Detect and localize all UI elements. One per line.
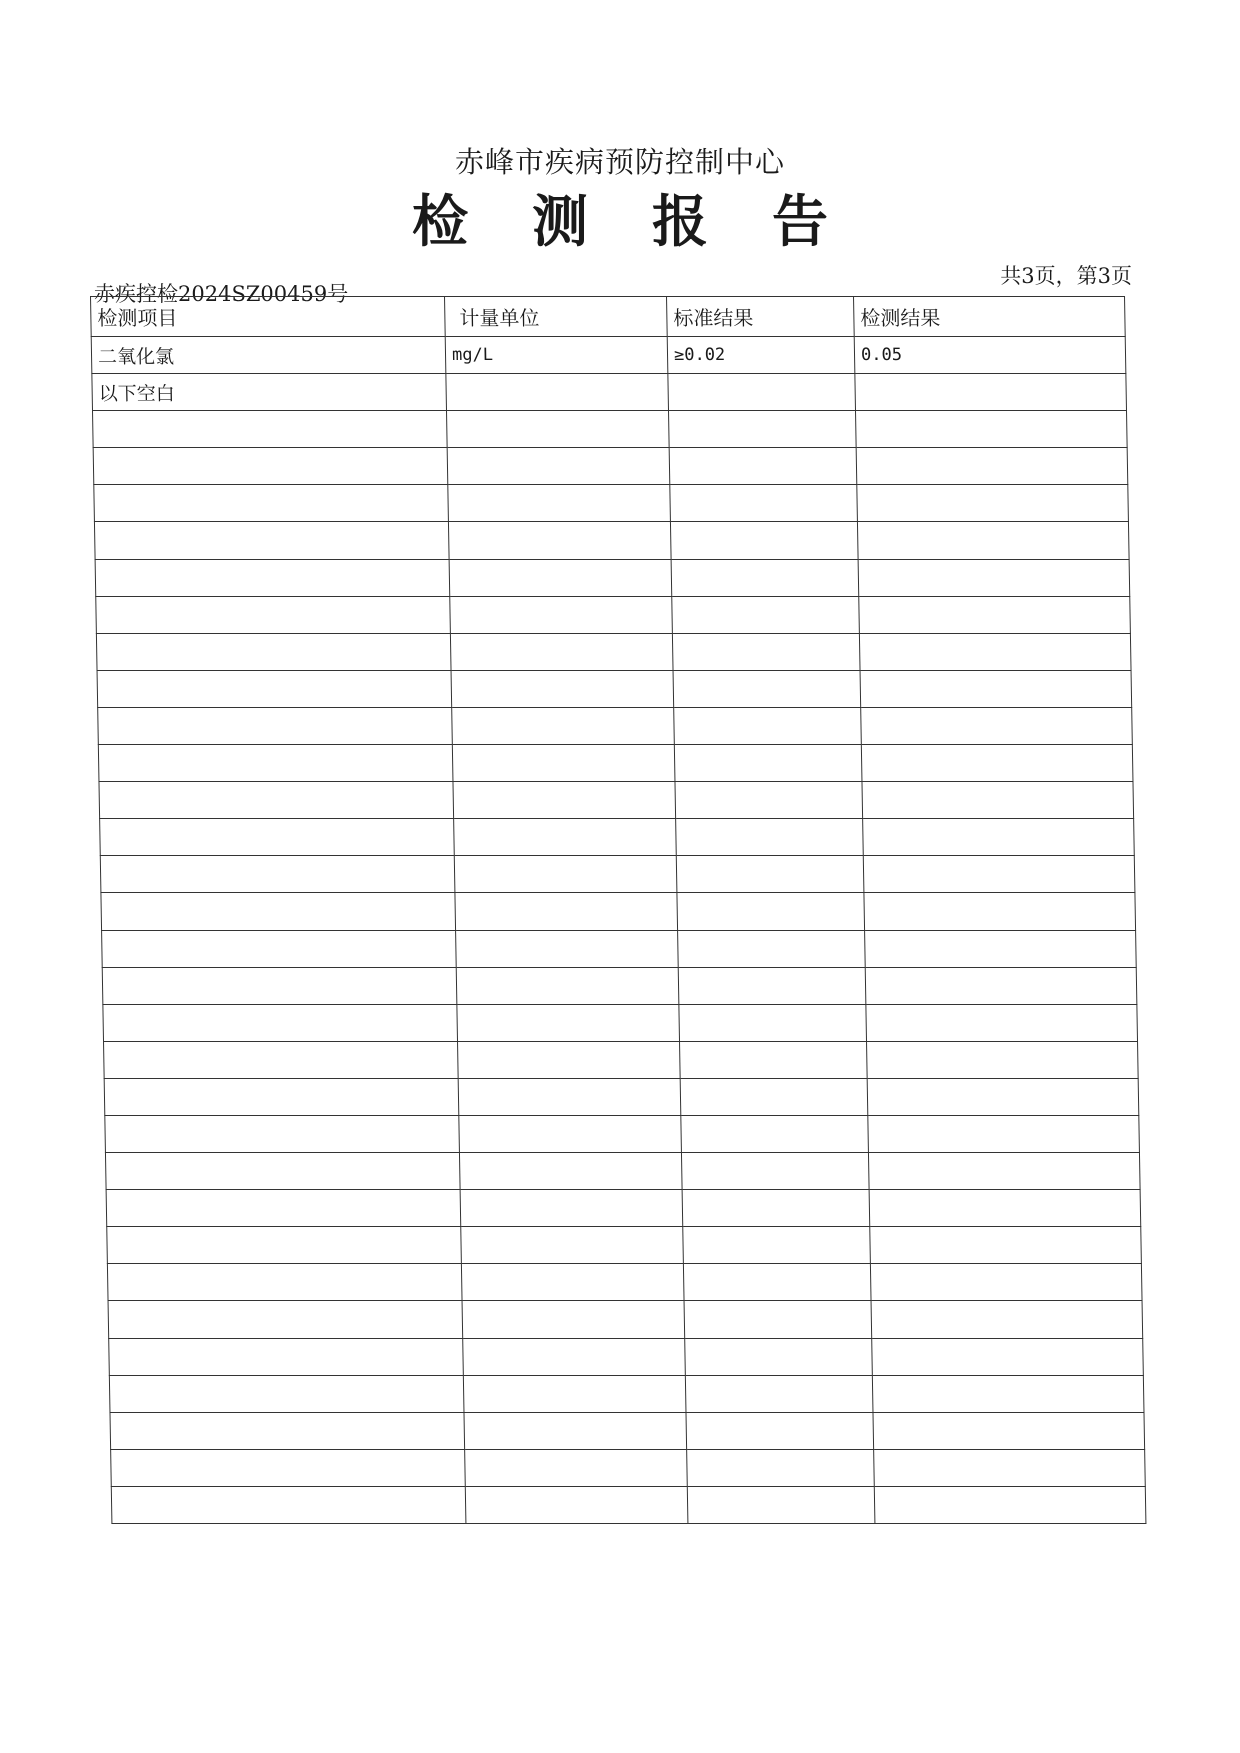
cell-item [94,485,449,522]
cell-result [857,485,1129,522]
table-row-blank [95,559,1130,596]
cell-standard [676,856,864,893]
cell-item [96,633,451,670]
table-row [91,337,1126,374]
table-row-blank [103,1004,1138,1041]
cell-standard [672,633,860,670]
cell-result [865,930,1137,967]
cell-unit [447,411,670,448]
cell-standard [673,670,861,707]
cell-standard [683,1264,871,1301]
cell-unit [453,782,676,819]
cell-result [872,1338,1144,1375]
cell-item [100,856,455,893]
cell-standard [686,1412,874,1449]
cell-item [99,782,454,819]
cell-standard [687,1449,875,1486]
organization-name: 赤峰市疾病预防控制中心 [454,145,785,179]
cell-result [860,670,1132,707]
cell-result [863,819,1135,856]
cell-standard [684,1301,872,1338]
table-row-blank [94,485,1129,522]
table-row-blank [98,707,1133,744]
table-row-blank [101,893,1136,930]
table-row-blank [96,633,1131,670]
cell-item [94,522,449,559]
page-info: 共3页，第3页 [1000,264,1132,288]
cell-item: 以下空白 [92,374,447,411]
table-row-blank [100,856,1135,893]
cell-unit [460,1190,683,1227]
cell-unit [454,819,677,856]
cell-standard [670,522,858,559]
cell-unit [448,522,671,559]
cell-result [862,782,1134,819]
cell-item [109,1338,464,1375]
cell-unit [449,559,672,596]
cell-standard: ≥0.02 [667,337,855,374]
cell-standard [685,1338,873,1375]
cell-result [868,1115,1140,1152]
cell-standard [674,707,862,744]
cell-item [95,559,450,596]
table-row-blank [102,930,1137,967]
cell-result [865,967,1137,1004]
cell-unit [464,1412,687,1449]
table-row-blank [107,1264,1142,1301]
cell-result [873,1412,1145,1449]
cell-standard [671,559,859,596]
cell-result [859,633,1131,670]
cell-result [871,1301,1143,1338]
cell-item: 二氧化氯 [91,337,446,374]
results-table [90,296,1146,1524]
cell-result [872,1375,1144,1412]
cell-result [870,1227,1142,1264]
cell-standard [679,1004,867,1041]
cell-result [855,374,1127,411]
cell-standard [687,1486,875,1523]
cell-standard [685,1375,873,1412]
table-row-blank [93,448,1128,485]
column-header-unit: 计量单位 [445,297,668,337]
table-row-blank [107,1227,1142,1264]
cell-item [105,1153,460,1190]
table-row-blank [110,1412,1145,1449]
cell-item [106,1190,461,1227]
cell-standard [683,1227,871,1264]
cell-result [856,411,1128,448]
table-row-blank [104,1078,1139,1115]
cell-unit [450,596,673,633]
cell-unit [459,1115,682,1152]
cell-item [105,1115,460,1152]
cell-standard [670,485,858,522]
cell-unit [452,745,675,782]
cell-item [111,1486,466,1523]
cell-standard [680,1041,868,1078]
cell-unit: mg/L [445,337,668,374]
cell-standard [678,930,866,967]
cell-standard [678,967,866,1004]
column-header-standard: 标准结果 [667,297,855,337]
column-header-item: 检测项目 [91,297,446,337]
cell-item [101,893,456,930]
cell-unit [450,633,673,670]
cell-standard [680,1078,868,1115]
cell-result [874,1449,1146,1486]
cell-item [97,670,452,707]
cell-unit [461,1264,684,1301]
cell-result [867,1041,1139,1078]
cell-result [856,448,1128,485]
table-row-blank [93,411,1128,448]
cell-unit [446,374,669,411]
cell-unit [457,1004,680,1041]
cell-unit [451,670,674,707]
cell-standard [668,374,856,411]
cell-item [102,930,457,967]
cell-item [98,707,453,744]
cell-unit [465,1486,688,1523]
cell-item [93,448,448,485]
cell-item [98,745,453,782]
cell-unit [463,1375,686,1412]
table-row-blank [97,670,1132,707]
table-row-blank [106,1190,1141,1227]
cell-result [868,1153,1140,1190]
table-row-blank [102,967,1137,1004]
cell-unit [454,856,677,893]
cell-standard [676,819,864,856]
cell-unit [465,1449,688,1486]
table-row-blank [100,819,1135,856]
report-title: 检测报告 [412,189,892,255]
cell-unit [461,1227,684,1264]
cell-item [111,1449,466,1486]
cell-unit [456,967,679,1004]
cell-result [870,1264,1142,1301]
cell-item [104,1078,459,1115]
cell-unit [447,448,670,485]
cell-item [102,967,457,1004]
table-row-blank [99,782,1134,819]
cell-item [100,819,455,856]
cell-unit [463,1338,686,1375]
cell-unit [448,485,671,522]
cell-result [861,745,1133,782]
table-header-row [91,297,1126,337]
table-row-blank [109,1338,1144,1375]
table-row-blank [111,1486,1146,1523]
cell-unit [456,930,679,967]
table-row-blank [109,1375,1144,1412]
report-number: 赤疾控检2024SZ00459号 [94,282,349,306]
cell-item [104,1041,459,1078]
cell-unit [455,893,678,930]
table-row-blank [111,1449,1146,1486]
cell-standard [677,893,865,930]
cell-result [863,856,1135,893]
column-header-result: 检测结果 [854,297,1126,337]
table-row-blank [104,1041,1139,1078]
cell-result [861,707,1133,744]
cell-item [108,1301,463,1338]
cell-item [93,411,448,448]
cell-unit [459,1153,682,1190]
cell-item [107,1227,462,1264]
cell-standard [675,782,863,819]
cell-result [858,559,1130,596]
table-row-blank [105,1115,1140,1152]
cell-result [859,596,1131,633]
table-row-blank [105,1153,1140,1190]
cell-standard [682,1190,870,1227]
cell-result [864,893,1136,930]
cell-item [96,596,451,633]
cell-item [109,1375,464,1412]
cell-unit [458,1041,681,1078]
cell-standard [669,411,857,448]
cell-standard [674,745,862,782]
cell-result [857,522,1129,559]
cell-result [874,1486,1146,1523]
cell-result: 0.05 [854,337,1126,374]
cell-item [103,1004,458,1041]
cell-item [110,1412,465,1449]
cell-standard [681,1115,869,1152]
cell-item [107,1264,462,1301]
cell-result [867,1078,1139,1115]
cell-unit [462,1301,685,1338]
table-row-blank [98,745,1133,782]
cell-unit [452,707,675,744]
cell-standard [672,596,860,633]
table-row [92,374,1127,411]
cell-standard [681,1153,869,1190]
table-row-blank [108,1301,1143,1338]
table-row-blank [94,522,1129,559]
cell-standard [669,448,857,485]
cell-unit [458,1078,681,1115]
cell-result [866,1004,1138,1041]
table-row-blank [96,596,1131,633]
cell-result [869,1190,1141,1227]
